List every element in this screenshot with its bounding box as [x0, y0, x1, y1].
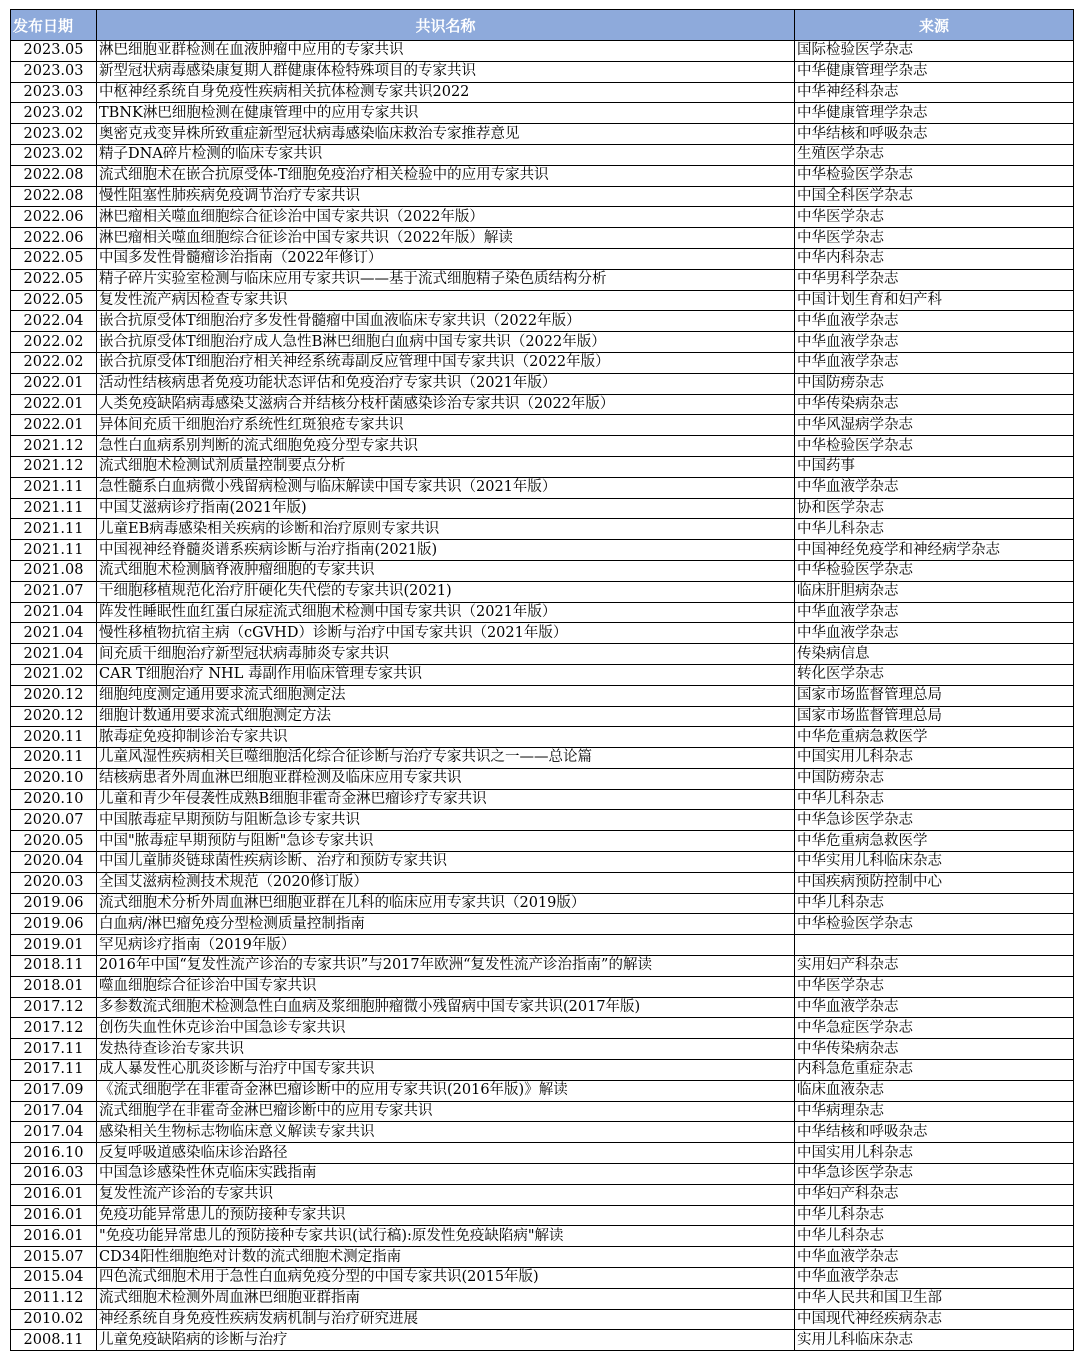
cell-name: 创伤失血性休克诊治中国急诊专家共识 — [97, 1018, 795, 1039]
cell-date: 2020.03 — [11, 872, 97, 893]
cell-source: 中华实用儿科临床杂志 — [795, 852, 1074, 873]
table-body — [11, 41, 1074, 1351]
cell-name: 阵发性睡眠性血红蛋白尿症流式细胞术检测中国专家共识（2021年版） — [97, 602, 795, 623]
table-row — [11, 144, 1074, 165]
cell-source: 中华血液学杂志 — [795, 1247, 1074, 1268]
table-row — [11, 477, 1074, 498]
cell-date: 2022.08 — [11, 186, 97, 207]
table-row — [11, 207, 1074, 228]
cell-date: 2020.12 — [11, 706, 97, 727]
cell-date: 2022.02 — [11, 352, 97, 373]
table-row — [11, 519, 1074, 540]
cell-date: 2022.06 — [11, 228, 97, 249]
cell-date: 2017.12 — [11, 997, 97, 1018]
cell-source: 内科急危重症杂志 — [795, 1060, 1074, 1081]
cell-source: 转化医学杂志 — [795, 664, 1074, 685]
cell-name: 儿童EB病毒感染相关疾病的诊断和治疗原则专家共识 — [97, 519, 795, 540]
cell-source: 中华血液学杂志 — [795, 352, 1074, 373]
cell-date: 2021.12 — [11, 436, 97, 457]
cell-name: 流式细胞术检测外周血淋巴细胞亚群指南 — [97, 1288, 795, 1309]
cell-source: 中华急诊医学杂志 — [795, 1164, 1074, 1185]
cell-source: 中国实用儿科杂志 — [795, 1143, 1074, 1164]
cell-name: 慢性阻塞性肺疾病免疫调节治疗专家共识 — [97, 186, 795, 207]
cell-source: 中华儿科杂志 — [795, 1226, 1074, 1247]
cell-source: 中国疾病预防控制中心 — [795, 872, 1074, 893]
cell-source: 中国现代神经疾病杂志 — [795, 1309, 1074, 1330]
cell-name: 流式细胞术检测试剂质量控制要点分析 — [97, 456, 795, 477]
table-row — [11, 831, 1074, 852]
cell-source: 中华血液学杂志 — [795, 623, 1074, 644]
cell-name: 淋巴瘤相关噬血细胞综合征诊治中国专家共识（2022年版）解读 — [97, 228, 795, 249]
cell-date: 2019.06 — [11, 893, 97, 914]
cell-date: 2022.06 — [11, 207, 97, 228]
cell-source: 中华结核和呼吸杂志 — [795, 124, 1074, 145]
cell-name: 精子DNA碎片检测的临床专家共识 — [97, 144, 795, 165]
cell-date: 2021.04 — [11, 602, 97, 623]
cell-name: 奥密克戎变异株所致重症新型冠状病毒感染临床救治专家推荐意见 — [97, 124, 795, 145]
cell-name: 儿童风湿性疾病相关巨噬细胞活化综合征诊断与治疗专家共识之一——总论篇 — [97, 748, 795, 769]
cell-date: 2020.11 — [11, 748, 97, 769]
cell-name: 神经系统自身免疫性疾病发病机制与治疗研究进展 — [97, 1309, 795, 1330]
table-row — [11, 1268, 1074, 1289]
cell-name: 罕见病诊疗指南（2019年版） — [97, 935, 795, 956]
table-row — [11, 852, 1074, 873]
table-row — [11, 789, 1074, 810]
table-row — [11, 602, 1074, 623]
cell-date: 2022.01 — [11, 415, 97, 436]
cell-source: 中国计划生育和妇产科 — [795, 290, 1074, 311]
table-row — [11, 540, 1074, 561]
cell-source: 中华风湿病学杂志 — [795, 415, 1074, 436]
cell-source: 中国实用儿科杂志 — [795, 748, 1074, 769]
table-row — [11, 1247, 1074, 1268]
table-row — [11, 248, 1074, 269]
cell-name: 2016年中国“复发性流产诊治的专家共识”与2017年欧洲“复发性流产诊治指南”的解读 — [97, 956, 795, 977]
table-row — [11, 61, 1074, 82]
header-date: 发布日期 — [11, 10, 97, 41]
cell-date: 2011.12 — [11, 1288, 97, 1309]
cell-source: 中华危重病急救医学 — [795, 831, 1074, 852]
cell-date: 2020.05 — [11, 831, 97, 852]
cell-source — [795, 935, 1074, 956]
table-row — [11, 1288, 1074, 1309]
cell-source: 中国防痨杂志 — [795, 373, 1074, 394]
table-row — [11, 706, 1074, 727]
cell-name: 中国脓毒症早期预防与阻断急诊专家共识 — [97, 810, 795, 831]
cell-source: 中华检验医学杂志 — [795, 165, 1074, 186]
cell-name: 中国"脓毒症早期预防与阻断"急诊专家共识 — [97, 831, 795, 852]
table-row — [11, 748, 1074, 769]
cell-date: 2017.04 — [11, 1101, 97, 1122]
cell-name: 反复呼吸道感染临床诊治路径 — [97, 1143, 795, 1164]
table-row — [11, 1122, 1074, 1143]
cell-source: 中华检验医学杂志 — [795, 560, 1074, 581]
cell-source: 中华人民共和国卫生部 — [795, 1288, 1074, 1309]
cell-date: 2016.10 — [11, 1143, 97, 1164]
cell-source: 中华健康管理学杂志 — [795, 103, 1074, 124]
cell-source: 中华健康管理学杂志 — [795, 61, 1074, 82]
cell-name: 《流式细胞学在非霍奇金淋巴瘤诊断中的应用专家共识(2016年版)》解读 — [97, 1080, 795, 1101]
cell-name: 淋巴瘤相关噬血细胞综合征诊治中国专家共识（2022年版） — [97, 207, 795, 228]
table-row — [11, 1205, 1074, 1226]
header-row — [11, 10, 1074, 41]
cell-source: 实用儿科临床杂志 — [795, 1330, 1074, 1351]
cell-source: 中华危重病急救医学 — [795, 727, 1074, 748]
cell-name: 流式细胞术检测脑脊液肿瘤细胞的专家共识 — [97, 560, 795, 581]
cell-date: 2021.07 — [11, 581, 97, 602]
header-source: 来源 — [795, 10, 1074, 41]
table-row — [11, 1164, 1074, 1185]
table-row — [11, 581, 1074, 602]
table-row — [11, 976, 1074, 997]
cell-source: 传染病信息 — [795, 644, 1074, 665]
cell-name: 结核病患者外周血淋巴细胞亚群检测及临床应用专家共识 — [97, 768, 795, 789]
cell-date: 2020.10 — [11, 789, 97, 810]
cell-date: 2018.11 — [11, 956, 97, 977]
cell-source: 中华医学杂志 — [795, 228, 1074, 249]
cell-date: 2017.11 — [11, 1060, 97, 1081]
cell-date: 2020.11 — [11, 727, 97, 748]
cell-date: 2022.01 — [11, 373, 97, 394]
cell-source: 中华医学杂志 — [795, 976, 1074, 997]
cell-date: 2022.08 — [11, 165, 97, 186]
cell-date: 2020.12 — [11, 685, 97, 706]
table-row — [11, 1143, 1074, 1164]
cell-source: 中华男科学杂志 — [795, 269, 1074, 290]
table-row — [11, 41, 1074, 62]
cell-date: 2019.01 — [11, 935, 97, 956]
cell-source: 生殖医学杂志 — [795, 144, 1074, 165]
cell-source: 中国药事 — [795, 456, 1074, 477]
cell-name: 多参数流式细胞术检测急性白血病及浆细胞肿瘤微小残留病中国专家共识(2017年版) — [97, 997, 795, 1018]
cell-date: 2017.11 — [11, 1039, 97, 1060]
cell-date: 2023.05 — [11, 41, 97, 62]
table-row — [11, 664, 1074, 685]
cell-source: 中华检验医学杂志 — [795, 914, 1074, 935]
cell-date: 2023.02 — [11, 124, 97, 145]
cell-date: 2016.03 — [11, 1164, 97, 1185]
cell-date: 2022.04 — [11, 311, 97, 332]
cell-source: 中华传染病杂志 — [795, 394, 1074, 415]
table-row — [11, 935, 1074, 956]
cell-name: 复发性流产病因检查专家共识 — [97, 290, 795, 311]
cell-date: 2017.12 — [11, 1018, 97, 1039]
table-row — [11, 768, 1074, 789]
cell-name: "免疫功能异常患儿的预防接种专家共识(试行稿):原发性免疫缺陷病"解读 — [97, 1226, 795, 1247]
cell-name: 细胞计数通用要求流式细胞测定方法 — [97, 706, 795, 727]
table-row — [11, 290, 1074, 311]
consensus-table — [10, 9, 1074, 1351]
cell-source: 中华儿科杂志 — [795, 789, 1074, 810]
cell-date: 2015.07 — [11, 1247, 97, 1268]
cell-date: 2021.02 — [11, 664, 97, 685]
cell-name: 四色流式细胞术用于急性白血病免疫分型的中国专家共识(2015年版) — [97, 1268, 795, 1289]
cell-date: 2021.12 — [11, 456, 97, 477]
cell-name: 急性髓系白血病微小残留病检测与临床解读中国专家共识（2021年版） — [97, 477, 795, 498]
cell-date: 2021.11 — [11, 498, 97, 519]
cell-name: CD34阳性细胞绝对计数的流式细胞术测定指南 — [97, 1247, 795, 1268]
table-row — [11, 1039, 1074, 1060]
cell-source: 国家市场监督管理总局 — [795, 706, 1074, 727]
cell-name: 免疫功能异常患儿的预防接种专家共识 — [97, 1205, 795, 1226]
table-row — [11, 810, 1074, 831]
cell-date: 2022.05 — [11, 248, 97, 269]
cell-name: 中国多发性骨髓瘤诊治指南（2022年修订） — [97, 248, 795, 269]
cell-date: 2017.04 — [11, 1122, 97, 1143]
table-row — [11, 914, 1074, 935]
table-row — [11, 644, 1074, 665]
cell-date: 2022.05 — [11, 269, 97, 290]
cell-name: 中枢神经系统自身免疫性疾病相关抗体检测专家共识2022 — [97, 82, 795, 103]
table-row — [11, 332, 1074, 353]
cell-name: 活动性结核病患者免疫功能状态评估和免疫治疗专家共识（2021年版） — [97, 373, 795, 394]
cell-date: 2016.01 — [11, 1205, 97, 1226]
table-row — [11, 893, 1074, 914]
cell-date: 2021.04 — [11, 644, 97, 665]
cell-date: 2023.03 — [11, 82, 97, 103]
cell-name: 人类免疫缺陷病毒感染艾滋病合并结核分枝杆菌感染诊治专家共识（2022年版） — [97, 394, 795, 415]
cell-name: 嵌合抗原受体T细胞治疗多发性骨髓瘤中国血液临床专家共识（2022年版） — [97, 311, 795, 332]
table-row — [11, 1018, 1074, 1039]
cell-date: 2021.08 — [11, 560, 97, 581]
cell-name: 中国视神经脊髓炎谱系疾病诊断与治疗指南(2021版) — [97, 540, 795, 561]
cell-date: 2020.10 — [11, 768, 97, 789]
cell-source: 中华内科杂志 — [795, 248, 1074, 269]
table-row — [11, 124, 1074, 145]
cell-name: 噬血细胞综合征诊治中国专家共识 — [97, 976, 795, 997]
cell-date: 2023.02 — [11, 103, 97, 124]
table-row — [11, 1226, 1074, 1247]
cell-source: 临床血液杂志 — [795, 1080, 1074, 1101]
table-row — [11, 186, 1074, 207]
table-row — [11, 997, 1074, 1018]
cell-source: 中华儿科杂志 — [795, 1205, 1074, 1226]
cell-source: 中华妇产科杂志 — [795, 1184, 1074, 1205]
cell-source: 中华血液学杂志 — [795, 1268, 1074, 1289]
cell-name: 淋巴细胞亚群检测在血液肿瘤中应用的专家共识 — [97, 41, 795, 62]
cell-source: 中华血液学杂志 — [795, 477, 1074, 498]
cell-date: 2019.06 — [11, 914, 97, 935]
cell-name: 新型冠状病毒感染康复期人群健康体检特殊项目的专家共识 — [97, 61, 795, 82]
table-row — [11, 82, 1074, 103]
cell-source: 中华儿科杂志 — [795, 893, 1074, 914]
cell-name: 复发性流产诊治的专家共识 — [97, 1184, 795, 1205]
cell-date: 2022.05 — [11, 290, 97, 311]
table-row — [11, 228, 1074, 249]
cell-date: 2015.04 — [11, 1268, 97, 1289]
table-row — [11, 727, 1074, 748]
cell-source: 中华医学杂志 — [795, 207, 1074, 228]
cell-source: 临床肝胆病杂志 — [795, 581, 1074, 602]
cell-source: 中华结核和呼吸杂志 — [795, 1122, 1074, 1143]
cell-name: 干细胞移植规范化治疗肝硬化失代偿的专家共识(2021) — [97, 581, 795, 602]
cell-source: 中华传染病杂志 — [795, 1039, 1074, 1060]
cell-date: 2008.11 — [11, 1330, 97, 1351]
cell-date: 2023.02 — [11, 144, 97, 165]
table-row — [11, 872, 1074, 893]
cell-name: 流式细胞术在嵌合抗原受体-T细胞免疫治疗相关检验中的应用专家共识 — [97, 165, 795, 186]
table-row — [11, 1184, 1074, 1205]
cell-name: 儿童和青少年侵袭性成熟B细胞非霍奇金淋巴瘤诊疗专家共识 — [97, 789, 795, 810]
table-row — [11, 1309, 1074, 1330]
cell-date: 2022.01 — [11, 394, 97, 415]
cell-source: 协和医学杂志 — [795, 498, 1074, 519]
cell-source: 中华病理杂志 — [795, 1101, 1074, 1122]
cell-name: 流式细胞术分析外周血淋巴细胞亚群在儿科的临床应用专家共识（2019版） — [97, 893, 795, 914]
cell-name: 慢性移植物抗宿主病（cGVHD）诊断与治疗中国专家共识（2021年版） — [97, 623, 795, 644]
cell-name: 儿童免疫缺陷病的诊断与治疗 — [97, 1330, 795, 1351]
cell-name: 间充质干细胞治疗新型冠状病毒肺炎专家共识 — [97, 644, 795, 665]
cell-name: 嵌合抗原受体T细胞治疗相关神经系统毒副反应管理中国专家共识（2022年版） — [97, 352, 795, 373]
cell-source: 中国全科医学杂志 — [795, 186, 1074, 207]
cell-date: 2021.11 — [11, 540, 97, 561]
cell-source: 中国防痨杂志 — [795, 768, 1074, 789]
cell-date: 2023.03 — [11, 61, 97, 82]
table-row — [11, 373, 1074, 394]
cell-name: TBNK淋巴细胞检测在健康管理中的应用专家共识 — [97, 103, 795, 124]
cell-name: 全国艾滋病检测技术规范（2020修订版） — [97, 872, 795, 893]
cell-date: 2018.01 — [11, 976, 97, 997]
cell-source: 中华血液学杂志 — [795, 332, 1074, 353]
table-row — [11, 436, 1074, 457]
cell-date: 2021.11 — [11, 477, 97, 498]
table-row — [11, 311, 1074, 332]
cell-source: 中华急诊医学杂志 — [795, 810, 1074, 831]
table-row — [11, 1330, 1074, 1351]
table-row — [11, 456, 1074, 477]
cell-name: 中国急诊感染性休克临床实践指南 — [97, 1164, 795, 1185]
table-row — [11, 1080, 1074, 1101]
table-row — [11, 394, 1074, 415]
table-row — [11, 352, 1074, 373]
cell-source: 中华血液学杂志 — [795, 997, 1074, 1018]
table-row — [11, 1101, 1074, 1122]
table-row — [11, 269, 1074, 290]
cell-source: 中华检验医学杂志 — [795, 436, 1074, 457]
cell-name: 中国艾滋病诊疗指南(2021年版) — [97, 498, 795, 519]
table-row — [11, 415, 1074, 436]
cell-source: 中华神经科杂志 — [795, 82, 1074, 103]
cell-date: 2016.01 — [11, 1184, 97, 1205]
cell-name: 精子碎片实验室检测与临床应用专家共识——基于流式细胞精子染色质结构分析 — [97, 269, 795, 290]
cell-name: 异体间充质干细胞治疗系统性红斑狼疮专家共识 — [97, 415, 795, 436]
cell-name: 白血病/淋巴瘤免疫分型检测质量控制指南 — [97, 914, 795, 935]
table-row — [11, 560, 1074, 581]
cell-date: 2010.02 — [11, 1309, 97, 1330]
cell-date: 2021.11 — [11, 519, 97, 540]
cell-source: 中华血液学杂志 — [795, 311, 1074, 332]
cell-name: 嵌合抗原受体T细胞治疗成人急性B淋巴细胞白血病中国专家共识（2022年版） — [97, 332, 795, 353]
cell-name: 成人暴发性心肌炎诊断与治疗中国专家共识 — [97, 1060, 795, 1081]
table-row — [11, 103, 1074, 124]
cell-name: 流式细胞学在非霍奇金淋巴瘤诊断中的应用专家共识 — [97, 1101, 795, 1122]
table-row — [11, 623, 1074, 644]
table-row — [11, 956, 1074, 977]
cell-source: 实用妇产科杂志 — [795, 956, 1074, 977]
table-row — [11, 685, 1074, 706]
cell-date: 2020.04 — [11, 852, 97, 873]
cell-date: 2016.01 — [11, 1226, 97, 1247]
cell-name: 细胞纯度测定通用要求流式细胞测定法 — [97, 685, 795, 706]
header-name: 共识名称 — [97, 10, 795, 41]
cell-source: 中国神经免疫学和神经病学杂志 — [795, 540, 1074, 561]
table-row — [11, 165, 1074, 186]
cell-source: 国家市场监督管理总局 — [795, 685, 1074, 706]
cell-name: 中国儿童肺炎链球菌性疾病诊断、治疗和预防专家共识 — [97, 852, 795, 873]
cell-date: 2017.09 — [11, 1080, 97, 1101]
table-row — [11, 498, 1074, 519]
cell-source: 国际检验医学杂志 — [795, 41, 1074, 62]
cell-date: 2022.02 — [11, 332, 97, 353]
cell-name: 发热待查诊治专家共识 — [97, 1039, 795, 1060]
cell-name: 感染相关生物标志物临床意义解读专家共识 — [97, 1122, 795, 1143]
cell-source: 中华急症医学杂志 — [795, 1018, 1074, 1039]
cell-date: 2021.04 — [11, 623, 97, 644]
cell-source: 中华血液学杂志 — [795, 602, 1074, 623]
table-row — [11, 1060, 1074, 1081]
cell-date: 2020.07 — [11, 810, 97, 831]
cell-name: CAR T细胞治疗 NHL 毒副作用临床管理专家共识 — [97, 664, 795, 685]
cell-name: 脓毒症免疫抑制诊治专家共识 — [97, 727, 795, 748]
cell-source: 中华儿科杂志 — [795, 519, 1074, 540]
cell-name: 急性白血病系别判断的流式细胞免疫分型专家共识 — [97, 436, 795, 457]
